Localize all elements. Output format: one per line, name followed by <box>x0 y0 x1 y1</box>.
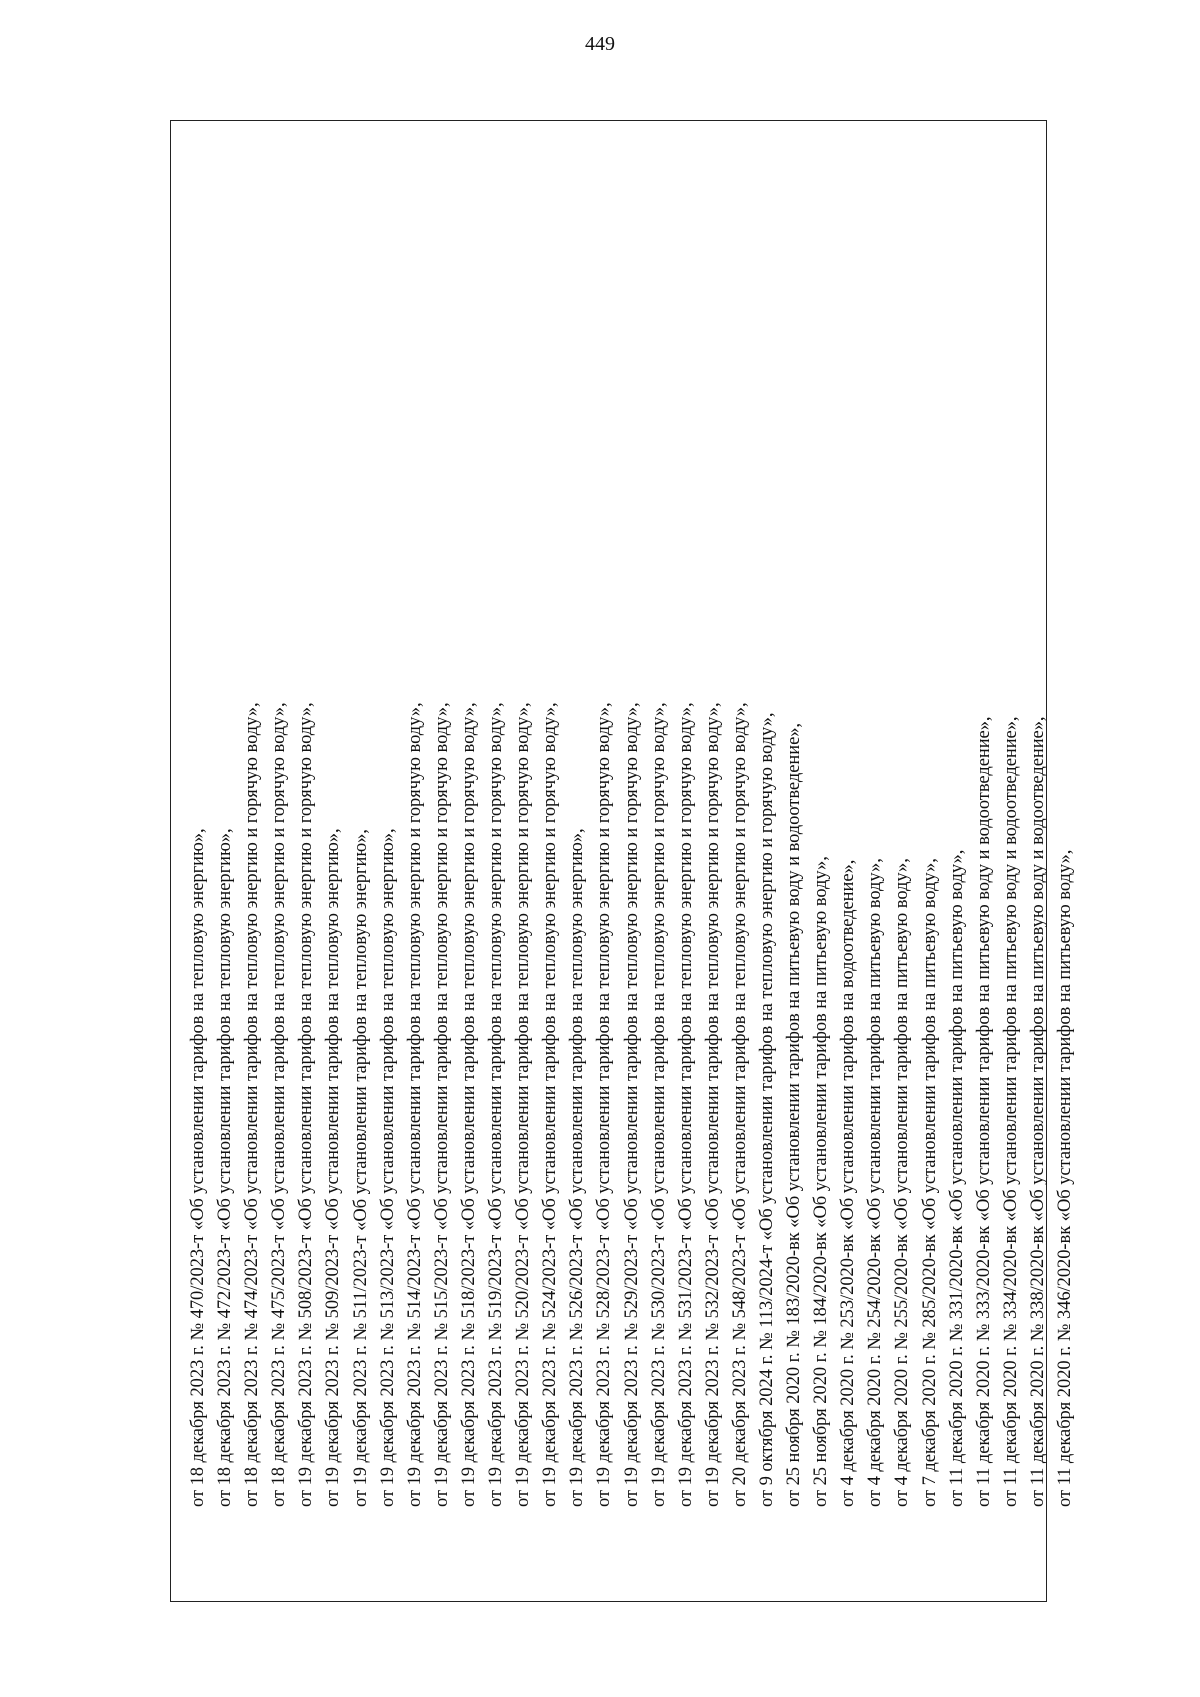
decree-entry: от 19 декабря 2023 г. № 511/2023-т «Об установлении тарифов на тепловую энергию», <box>350 829 371 1507</box>
decree-entry: от 18 декабря 2023 г. № 472/2023-т «Об установлении тарифов на тепловую энергию», <box>215 828 236 1507</box>
decree-entry: от 19 декабря 2023 г. № 528/2023-т «Об установлении тарифов на тепловую энергию и горячую воду», <box>594 702 615 1507</box>
decree-entry: от 4 декабря 2020 г. № 254/2020-вк «Об установлении тарифов на питьевую воду», <box>865 858 886 1507</box>
decree-entry: от 19 декабря 2023 г. № 530/2023-т «Об установлении тарифов на тепловую энергию и горячую воду», <box>648 702 669 1507</box>
page-number: 449 <box>585 33 615 55</box>
decree-entry: от 19 декабря 2023 г. № 508/2023-т «Об установлении тарифов на тепловую энергию и горячую воду», <box>296 702 317 1507</box>
decree-entry: от 18 декабря 2023 г. № 474/2023-т «Об установлении тарифов на тепловую энергию и горячую воду», <box>242 702 263 1507</box>
decree-entry: от 19 декабря 2023 г. № 526/2023-т «Об установлении тарифов на тепловую энергию», <box>567 828 588 1507</box>
decree-list <box>185 197 1075 1507</box>
decree-entry: от 19 декабря 2023 г. № 509/2023-т «Об установлении тарифов на тепловую энергию», <box>323 828 344 1507</box>
decree-entry: от 20 декабря 2023 г. № 548/2023-т «Об установлении тарифов на тепловую энергию и горячую воду», <box>729 702 750 1507</box>
decree-entry: от 19 декабря 2023 г. № 515/2023-т «Об установлении тарифов на тепловую энергию и горячую воду», <box>431 702 452 1507</box>
decree-entry: от 25 ноября 2020 г. № 183/2020-вк «Об установлении тарифов на питьевую воду и водоотведение», <box>784 723 805 1507</box>
decree-entry: от 19 декабря 2023 г. № 520/2023-т «Об установлении тарифов на тепловую энергию и горячую воду», <box>513 702 534 1507</box>
decree-entry: от 25 ноября 2020 г. № 184/2020-вк «Об установлении тарифов на питьевую воду», <box>811 856 832 1507</box>
decree-entry: от 19 декабря 2023 г. № 529/2023-т «Об установлении тарифов на тепловую энергию и горячую воду», <box>621 702 642 1507</box>
decree-entry: от 18 декабря 2023 г. № 475/2023-т «Об установлении тарифов на тепловую энергию и горячую воду», <box>269 702 290 1507</box>
decree-entry: от 19 декабря 2023 г. № 519/2023-т «Об установлении тарифов на тепловую энергию и горячую воду», <box>486 702 507 1507</box>
decree-entry: от 11 декабря 2020 г. № 346/2020-вк «Об установлении тарифов на питьевую воду», <box>1055 849 1075 1507</box>
decree-entry: от 19 декабря 2023 г. № 513/2023-т «Об установлении тарифов на тепловую энергию», <box>377 828 398 1507</box>
decree-entry: от 9 октября 2024 г. № 113/2024-т «Об установлении тарифов на тепловую энергию и горячую воду», <box>756 712 777 1507</box>
decree-entry: от 4 декабря 2020 г. № 255/2020-вк «Об установлении тарифов на питьевую воду», <box>892 858 913 1507</box>
decree-entry: от 19 декабря 2023 г. № 532/2023-т «Об установлении тарифов на тепловую энергию и горячую воду», <box>702 702 723 1507</box>
decree-entry: от 19 декабря 2023 г. № 524/2023-т «Об установлении тарифов на тепловую энергию и горячую воду», <box>540 702 561 1507</box>
decree-entry: от 11 декабря 2020 г. № 331/2020-вк «Об установлении тарифов на питьевую воду», <box>946 849 967 1507</box>
decree-entry: от 4 декабря 2020 г. № 253/2020-вк «Об установлении тарифов на водоотведение», <box>838 859 859 1507</box>
decree-entry: от 11 декабря 2020 г. № 333/2020-вк «Об установлении тарифов на питьевую воду и водоотведение», <box>973 716 994 1507</box>
decree-entry: от 11 декабря 2020 г. № 334/2020-вк «Об установлении тарифов на питьевую воду и водоотведение», <box>1000 716 1021 1507</box>
decree-entry: от 7 декабря 2020 г. № 285/2020-вк «Об установлении тарифов на питьевую воду», <box>919 858 940 1507</box>
decree-entry: от 11 декабря 2020 г. № 338/2020-вк «Об установлении тарифов на питьевую воду и водоотведение», <box>1027 716 1048 1507</box>
decree-entry: от 18 декабря 2023 г. № 470/2023-т «Об установлении тарифов на тепловую энергию», <box>188 828 208 1507</box>
decree-entry: от 19 декабря 2023 г. № 518/2023-т «Об установлении тарифов на тепловую энергию и горячую воду», <box>458 702 479 1507</box>
decree-entry: от 19 декабря 2023 г. № 531/2023-т «Об установлении тарифов на тепловую энергию и горячую воду», <box>675 702 696 1507</box>
decree-entry: от 19 декабря 2023 г. № 514/2023-т «Об установлении тарифов на тепловую энергию и горячую воду», <box>404 702 425 1507</box>
